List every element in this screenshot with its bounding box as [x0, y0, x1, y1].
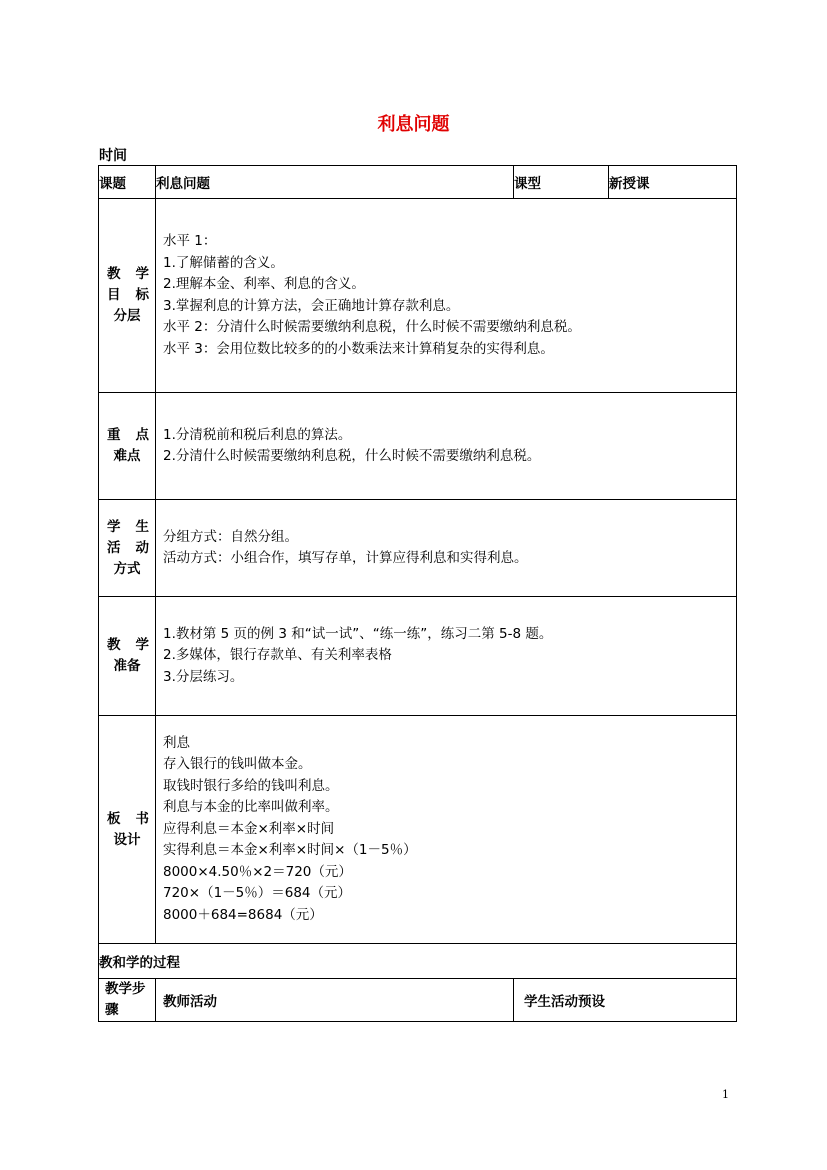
key-points-content	[156, 393, 737, 500]
board-line: 取钱时银行多给的钱叫利息。	[163, 777, 339, 794]
goals-content	[156, 199, 737, 393]
lesson-type-label: 课型	[514, 166, 609, 199]
steps-label: 教学步骤	[99, 979, 156, 1022]
goals-label: 教 学 目 标 分层	[99, 199, 156, 393]
board-line: 应得利息＝本金×利率×时间	[163, 820, 335, 837]
goals-row	[99, 199, 737, 393]
board-label: 板 书 设计	[99, 716, 156, 944]
goal-line: 2.理解本金、利率、利息的含义。	[163, 276, 365, 292]
key-points-row	[99, 393, 737, 500]
process-header-row	[99, 944, 737, 979]
board-content	[156, 716, 737, 944]
preparation-row	[99, 597, 737, 716]
header-row	[99, 166, 737, 199]
preparation-content	[156, 597, 737, 716]
key-points-label: 重 点 难点	[99, 393, 156, 500]
preparation-label: 教 学 准备	[99, 597, 156, 716]
board-line: 8000＋684=8684（元）	[163, 906, 323, 923]
teacher-activity-header: 教师活动	[156, 979, 514, 1022]
activity-line: 分组方式：自然分组。	[163, 528, 298, 545]
activities-content	[156, 500, 737, 597]
topic-value: 利息问题	[156, 166, 514, 199]
activities-label: 学 生 活 动 方式	[99, 500, 156, 597]
board-line: 存入银行的钱叫做本金。	[163, 756, 312, 773]
preparation-line: 3.分层练习。	[163, 668, 244, 685]
preparation-line: 2.多媒体，银行存款单、有关利率表格	[163, 647, 392, 664]
board-line: 实得利息＝本金×利率×时间×（1－5％）	[163, 842, 417, 859]
board-line: 利息	[163, 734, 190, 751]
key-point-line: 1.分清税前和税后利息的算法。	[163, 426, 352, 443]
goal-line: 水平 1：	[163, 233, 217, 249]
key-point-line: 2.分清什么时候需要缴纳利息税，什么时候不需要缴纳利息税。	[163, 448, 541, 464]
activities-row	[99, 500, 737, 597]
goal-line: 1.了解储蓄的含义。	[163, 254, 284, 271]
goal-line: 3.掌握利息的计算方法，会正确地计算存款利息。	[163, 297, 460, 314]
board-line: 利息与本金的比率叫做利率。	[163, 799, 339, 816]
goal-line: 水平 3：会用位数比较多的的小数乘法来计算稍复杂的实得利息。	[163, 340, 554, 357]
goal-line: 水平 2：分清什么时候需要缴纳利息税，什么时候不需要缴纳利息税。	[163, 319, 581, 335]
steps-row	[99, 979, 737, 1022]
process-header: 教和学的过程	[99, 944, 737, 979]
topic-label: 课题	[99, 166, 156, 199]
document-title: 利息问题	[377, 114, 450, 135]
student-activity-header: 学生活动预设	[514, 979, 737, 1022]
time-label: 时间	[99, 148, 127, 164]
board-row	[99, 716, 737, 944]
page-number: 1	[722, 1088, 729, 1101]
preparation-line: 1.教材第 5 页的例 3 和“试一试”、“练一练”，练习二第 5-8 题。	[163, 625, 553, 642]
board-line: 8000×4.50％×2＝720（元）	[163, 863, 352, 880]
lesson-type-value: 新授课	[609, 166, 737, 199]
board-line: 720×（1－5％）＝684（元）	[163, 885, 352, 902]
lesson-plan-table	[98, 165, 737, 1022]
activity-line: 活动方式：小组合作，填写存单，计算应得利息和实得利息。	[163, 550, 528, 566]
